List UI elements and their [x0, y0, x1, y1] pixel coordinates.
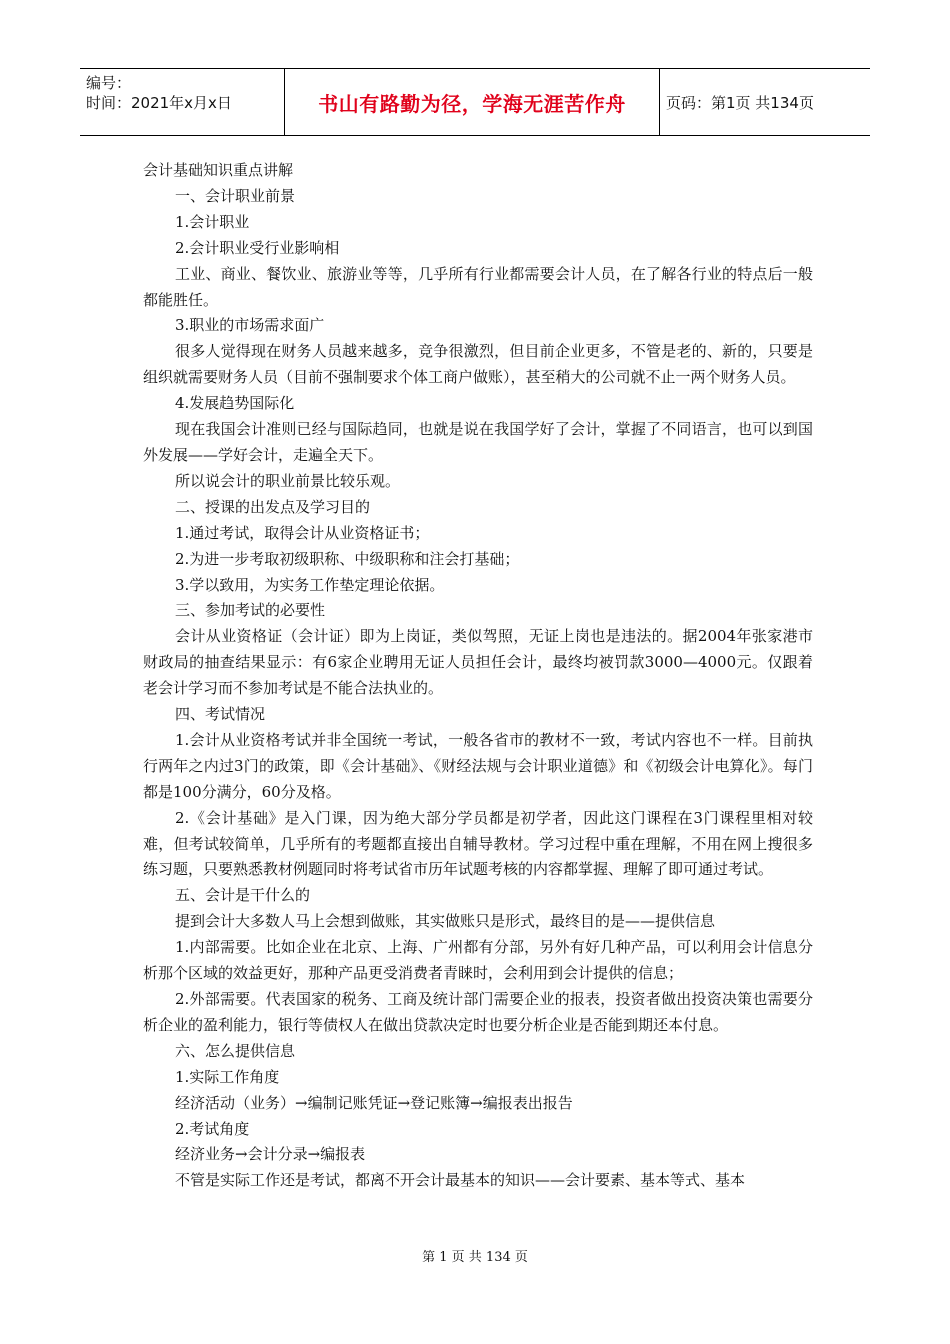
flow-line: 经济活动（业务）→编制记账凭证→登记账簿→编报表出报告: [175, 1093, 573, 1112]
header-page-code: 页码：第1页 共134页: [666, 93, 814, 112]
document-body: [143, 158, 813, 1194]
section-heading: 三、参加考试的必要性: [175, 601, 326, 620]
list-item: 4.发展趋势国际化: [175, 394, 295, 413]
list-item: 2.为进一步考取初级职称、中级职称和注会打基础；: [175, 549, 520, 568]
header-page-code-cell: [660, 69, 870, 135]
list-item: 1.实际工作角度: [175, 1067, 280, 1086]
document-date-label: 时间：2021年x月x日: [86, 94, 232, 112]
list-item: 2.考试角度: [175, 1119, 250, 1138]
section-heading: 六、怎么提供信息: [175, 1041, 296, 1060]
body-paragraph: 会计从业资格证（会计证）即为上岗证，类似驾照，无证上岗也是违法的。据2004年张家港市财政局的抽查结果显示：有6家企业聘用无证人员担任会计，最终均被罚款3000—4000元。仅跟着老会计学习而不参加考试是不能合法执业的。: [143, 627, 813, 698]
section-heading: 五、会计是干什么的: [175, 886, 311, 905]
section-heading: 四、考试情况: [175, 705, 266, 724]
list-item: 1.会计职业: [175, 212, 250, 231]
body-paragraph: 1.会计从业资格考试并非全国统一考试，一般各省市的教材不一致，考试内容也不一样。目前执行两年之内过3门的政策，即《会计基础》、《财经法规与会计职业道德》和《初级会计电算化》。每门都是100分满分，60分及格。: [143, 730, 813, 801]
document-title: 会计基础知识重点讲解: [143, 161, 294, 179]
body-paragraph: 1.内部需要。比如企业在北京、上海、广州都有分部，另外有好几种产品，可以利用会计信息分析那个区域的效益更好，那种产品更受消费者青睐时，会利用到会计提供的信息；: [143, 938, 813, 983]
body-paragraph: 2.《会计基础》是入门课，因为绝大部分学员都是初学者，因此这门课程在3门课程里相对较难，但考试较简单，几乎所有的考题都直接出自辅导教材。学习过程中重在理解，不用在网上搜很多练习题，只要熟悉教材例题同时将考试省市历年试题考核的内容都掌握、理解了即可通过考试。: [143, 808, 813, 879]
body-paragraph: 现在我国会计准则已经与国际趋同，也就是说在我国学好了会计，掌握了不同语言，也可以到国外发展——学好会计，走遍全天下。: [143, 420, 813, 464]
document-number-label: 编号：: [86, 74, 132, 92]
header-motto: 书山有路勤为径，学海无涯苦作舟: [318, 91, 626, 116]
section-heading: 一、会计职业前景: [175, 186, 296, 205]
body-paragraph: 很多人觉得现在财务人员越来越多，竞争很激烈，但目前企业更多，不管是老的、新的，只要是组织就需要财务人员（目前不强制要求个体工商户做账），甚至稍大的公司就不止一两个财务人员。: [143, 342, 813, 387]
body-paragraph: 工业、商业、餐饮业、旅游业等等，几乎所有行业都需要会计人员，在了解各行业的特点后一般都能胜任。: [143, 264, 813, 309]
list-item: 2.会计职业受行业影响相: [175, 238, 340, 257]
body-paragraph: 所以说会计的职业前景比较乐观。: [175, 471, 401, 490]
header-meta: [80, 69, 285, 135]
flow-line: 经济业务→会计分录→编报表: [175, 1145, 366, 1164]
body-paragraph: 不管是实际工作还是考试，都离不开会计最基本的知识——会计要素、基本等式、基本: [175, 1171, 746, 1190]
list-item: 3.职业的市场需求面广: [175, 316, 325, 335]
header-motto-cell: [285, 69, 660, 135]
page-header: [80, 68, 870, 136]
section-heading: 二、授课的出发点及学习目的: [175, 497, 371, 516]
list-item: 3.学以致用，为实务工作垫定理论依据。: [175, 575, 445, 594]
page-footer: 第 1 页 共 134 页: [422, 1250, 528, 1265]
body-paragraph: 提到会计大多数人马上会想到做账，其实做账只是形式，最终目的是——提供信息: [175, 912, 716, 931]
body-paragraph: 2.外部需要。代表国家的税务、工商及统计部门需要企业的报表，投资者做出投资决策也需要分析企业的盈利能力，银行等债权人在做出贷款决定时也要分析企业是否能到期还本付息。: [143, 990, 813, 1034]
list-item: 1.通过考试，取得会计从业资格证书；: [175, 523, 430, 542]
